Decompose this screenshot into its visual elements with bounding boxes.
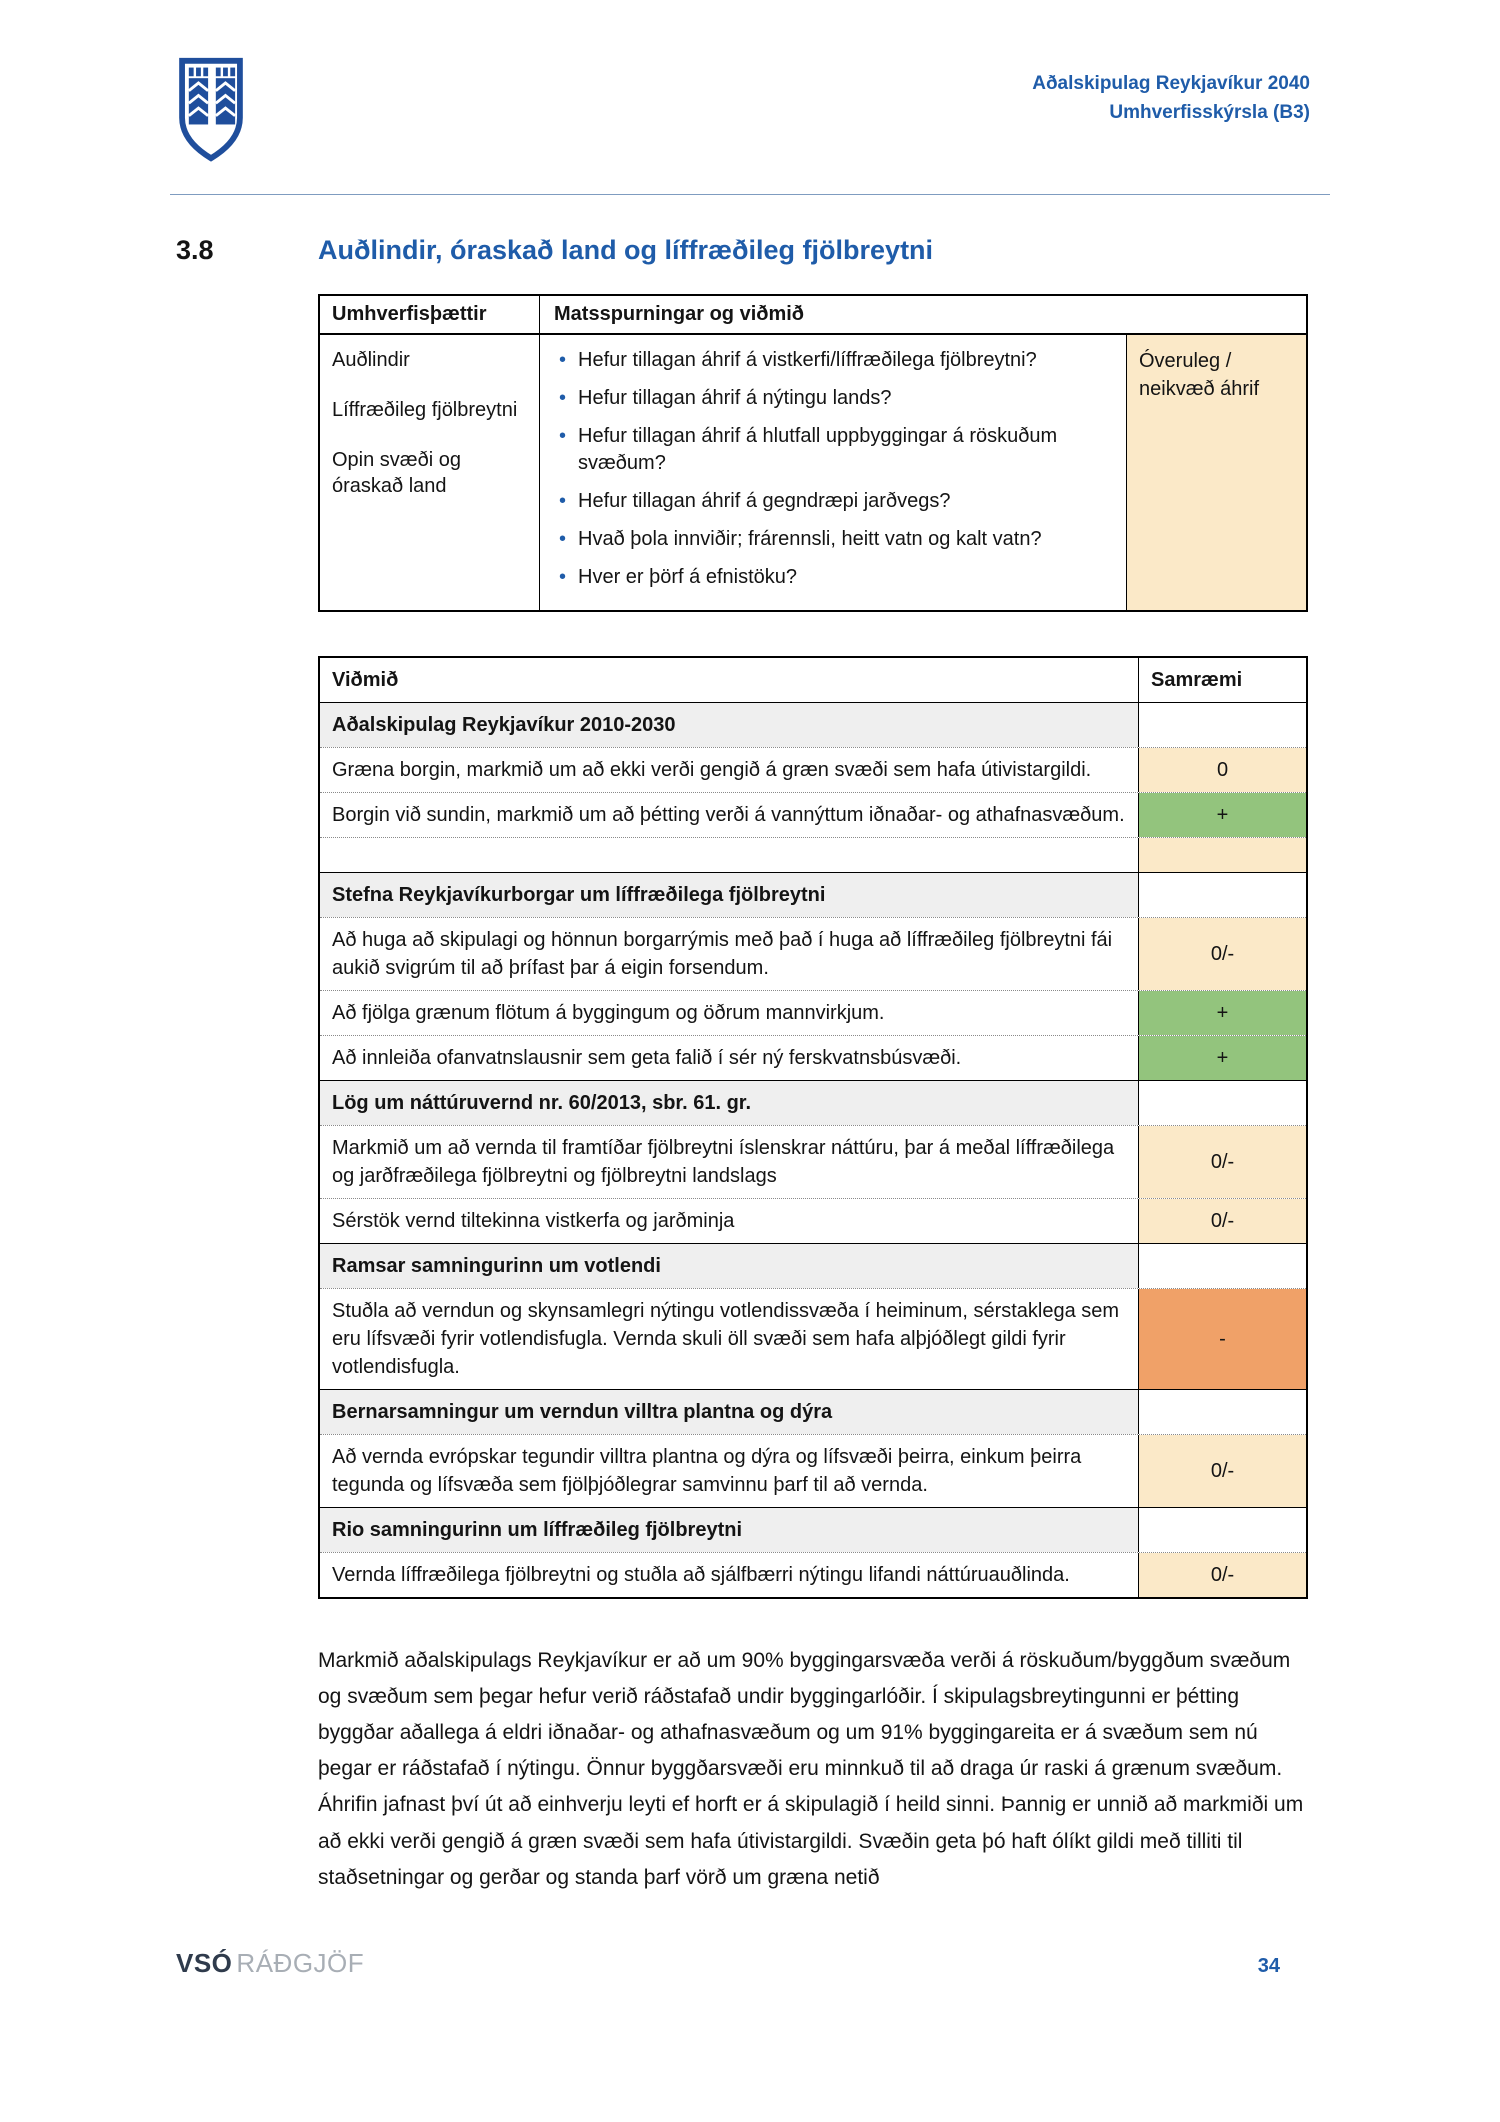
compliance-cell: + bbox=[1138, 1036, 1306, 1080]
compliance-cell: + bbox=[1138, 793, 1306, 837]
criteria-text bbox=[320, 838, 1138, 872]
criteria-text: Markmið um að vernda til framtíðar fjölbreytni íslenskrar náttúru, þar á meðal líffræðilega og jarðfræðilega fjölbreytni og fjölbreytni landslags bbox=[332, 1137, 1115, 1187]
criteria-section-title: Lög um náttúruvernd nr. 60/2013, sbr. 61. gr. bbox=[320, 1081, 1138, 1125]
criteria-section-title: Ramsar samningurinn um votlendi bbox=[320, 1244, 1138, 1288]
criteria-row bbox=[320, 1288, 1306, 1389]
criteria-row bbox=[320, 917, 1306, 990]
compliance-cell bbox=[1138, 1390, 1306, 1434]
criteria-row bbox=[320, 1198, 1306, 1243]
criteria-text: Borgin við sundin, markmið um að þétting verði á vannýttum iðnaðar- og athafnasvæðum. bbox=[332, 804, 1125, 826]
criteria-text: Stuðla að verndun og skynsamlegri nýtingu votlendissvæða í heiminum, sérstaklega sem eru lífsvæði fyrir votlendisfugla. Vernda skuli öll svæði sem hafa alþjóðlegt gildi fyrir votlendisfugla. bbox=[332, 1300, 1120, 1378]
criteria-row bbox=[320, 1434, 1306, 1507]
overall-assessment-cell: Óveruleg / neikvæð áhrif bbox=[1126, 335, 1306, 610]
assessment-paragraph: Markmið aðalskipulags Reykjavíkur er að um 90% byggingarsvæða verði á röskuðum/byggðum svæðum og svæðum sem þegar hefur verið ráðstafað undir byggingarlóðir. Í skipulagsbreytingunni er þétting byggðar aðallega á eldri iðnaðar- og athafnasvæðum og um 91% byggingareita er á svæðum sem nú þegar er ráðstafað í nýtingu. Önnur byggðarsvæði eru minnkuð til að draga úr raski á grænum svæðum. Áhrifin jafnast því út að einhverju leyti ef horft er á skipulagið í heild sinni. Þannig er unnið að markmiði um að ekki verði gengið á græn svæði sem hafa útivistargildi. Svæðin geta þó haft ólíkt gildi með tilliti til staðsetningar og gerðar og standa þarf vörð um græna netið bbox=[318, 1649, 1304, 1889]
matrix-col1-header: Umhverfisþættir bbox=[320, 296, 540, 333]
factor-item: Auðlindir bbox=[332, 349, 410, 371]
criteria-row bbox=[320, 1552, 1306, 1597]
criteria-row bbox=[320, 990, 1306, 1035]
compliance-cell: 0 bbox=[1138, 748, 1306, 792]
footer-brand bbox=[176, 1948, 364, 1979]
criteria-section-row bbox=[320, 872, 1306, 917]
factor-item: Opin svæði og óraskað land bbox=[332, 449, 461, 497]
criteria-row bbox=[320, 1125, 1306, 1198]
criteria-text: Að fjölga grænum flötum á byggingum og öðrum mannvirkjum. bbox=[332, 1002, 885, 1024]
header-title-block bbox=[1032, 56, 1310, 127]
question-item: • Hefur tillagan áhrif á gegndræpi jarðvegs? bbox=[554, 488, 1110, 515]
criteria-spacer-row bbox=[320, 837, 1306, 872]
compliance-cell bbox=[1138, 873, 1306, 917]
page-footer bbox=[176, 1948, 1308, 1979]
reykjavik-coat-of-arms-logo bbox=[176, 56, 246, 164]
criteria-section-row bbox=[320, 702, 1306, 747]
section-heading bbox=[176, 235, 1308, 266]
compliance-cell: 0/- bbox=[1138, 918, 1306, 990]
criteria-section-row bbox=[320, 1389, 1306, 1434]
criteria-section-title: Aðalskipulag Reykjavíkur 2010-2030 bbox=[320, 703, 1138, 747]
section-title: Auðlindir, óraskað land og líffræðileg fjölbreytni bbox=[318, 235, 934, 265]
page-header bbox=[0, 0, 1500, 164]
brand-name-light: RÁÐGJÖF bbox=[236, 1948, 365, 1978]
compliance-cell: 0/- bbox=[1138, 1435, 1306, 1507]
criteria-text: Græna borgin, markmið um að ekki verði gengið á græn svæði sem hafa útivistargildi. bbox=[332, 759, 1092, 781]
criteria-text: Sérstök vernd tiltekinna vistkerfa og jarðminja bbox=[332, 1210, 735, 1232]
section-number: 3.8 bbox=[176, 235, 214, 265]
criteria-row bbox=[320, 747, 1306, 792]
criteria-col1-header: Viðmið bbox=[332, 669, 399, 691]
criteria-section-title: Stefna Reykjavíkurborgar um líffræðilega fjölbreytni bbox=[320, 873, 1138, 917]
matrix-col2-header: Matsspurningar og viðmið bbox=[554, 303, 805, 325]
criteria-text: Vernda líffræðilega fjölbreytni og stuðla að sjálfbærri nýtingu lifandi náttúruauðlinda. bbox=[332, 1564, 1070, 1586]
compliance-cell: 0/- bbox=[1138, 1553, 1306, 1597]
compliance-cell: 0/- bbox=[1138, 1199, 1306, 1243]
question-item: • Hver er þörf á efnistöku? bbox=[554, 564, 1110, 591]
main-content bbox=[0, 195, 1500, 1896]
criteria-text: Að innleiða ofanvatnslausnir sem geta falið í sér ný ferskvatnsbúsvæði. bbox=[332, 1047, 962, 1069]
factor-item: Líffræðileg fjölbreytni bbox=[332, 399, 518, 421]
criteria-row bbox=[320, 1035, 1306, 1080]
brand-name-bold: VSÓ bbox=[176, 1948, 233, 1978]
compliance-cell bbox=[1138, 1508, 1306, 1552]
question-item: • Hefur tillagan áhrif á nýtingu lands? bbox=[554, 385, 1110, 412]
assessment-matrix-table bbox=[318, 294, 1308, 612]
header-title-line1: Aðalskipulag Reykjavíkur 2040 bbox=[1032, 73, 1310, 94]
matrix-body-row bbox=[320, 335, 1306, 610]
question-item: • Hvað þola innviðir; frárennsli, heitt vatn og kalt vatn? bbox=[554, 526, 1110, 553]
header-title-line2: Umhverfisskýrsla (B3) bbox=[1109, 101, 1310, 123]
environmental-factors-cell bbox=[320, 335, 540, 610]
criteria-text: Að vernda evrópskar tegundir villtra plantna og dýra og lífsvæði þeirra, einkum þeirra tegunda og lífsvæða sem fjölþjóðlegrar samvinnu þarf til að vernda. bbox=[332, 1446, 1082, 1496]
criteria-header-row bbox=[320, 658, 1306, 702]
criteria-section-title: Bernarsamningur um verndun villtra plantna og dýra bbox=[320, 1390, 1138, 1434]
question-item: • Hefur tillagan áhrif á vistkerfi/líffræðilega fjölbreytni? bbox=[554, 347, 1110, 374]
assessment-questions-list bbox=[540, 335, 1126, 610]
section-body bbox=[318, 294, 1308, 1896]
criteria-section-row bbox=[320, 1507, 1306, 1552]
page-number: 34 bbox=[1257, 1955, 1280, 1977]
criteria-section-row bbox=[320, 1080, 1306, 1125]
compliance-cell bbox=[1138, 1244, 1306, 1288]
shield-icon bbox=[176, 56, 246, 164]
criteria-compliance-table bbox=[318, 656, 1308, 1599]
compliance-cell: 0/- bbox=[1138, 1126, 1306, 1198]
criteria-section-title: Rio samningurinn um líffræðileg fjölbreytni bbox=[320, 1508, 1138, 1552]
compliance-cell: - bbox=[1138, 1289, 1306, 1389]
criteria-row bbox=[320, 792, 1306, 837]
criteria-col2-header: Samræmi bbox=[1138, 658, 1306, 702]
compliance-cell: + bbox=[1138, 991, 1306, 1035]
matrix-header-row bbox=[320, 296, 1306, 335]
compliance-cell bbox=[1138, 1081, 1306, 1125]
criteria-text: Að huga að skipulagi og hönnun borgarrýmis með það í huga að líffræðileg fjölbreytni fái aukið svigrúm til að þrífast þar á eigin forsendum. bbox=[332, 929, 1113, 979]
compliance-cell bbox=[1138, 703, 1306, 747]
compliance-cell bbox=[1138, 838, 1306, 872]
criteria-section-row bbox=[320, 1243, 1306, 1288]
question-item: • Hefur tillagan áhrif á hlutfall uppbyggingar á röskuðum svæðum? bbox=[554, 423, 1110, 477]
